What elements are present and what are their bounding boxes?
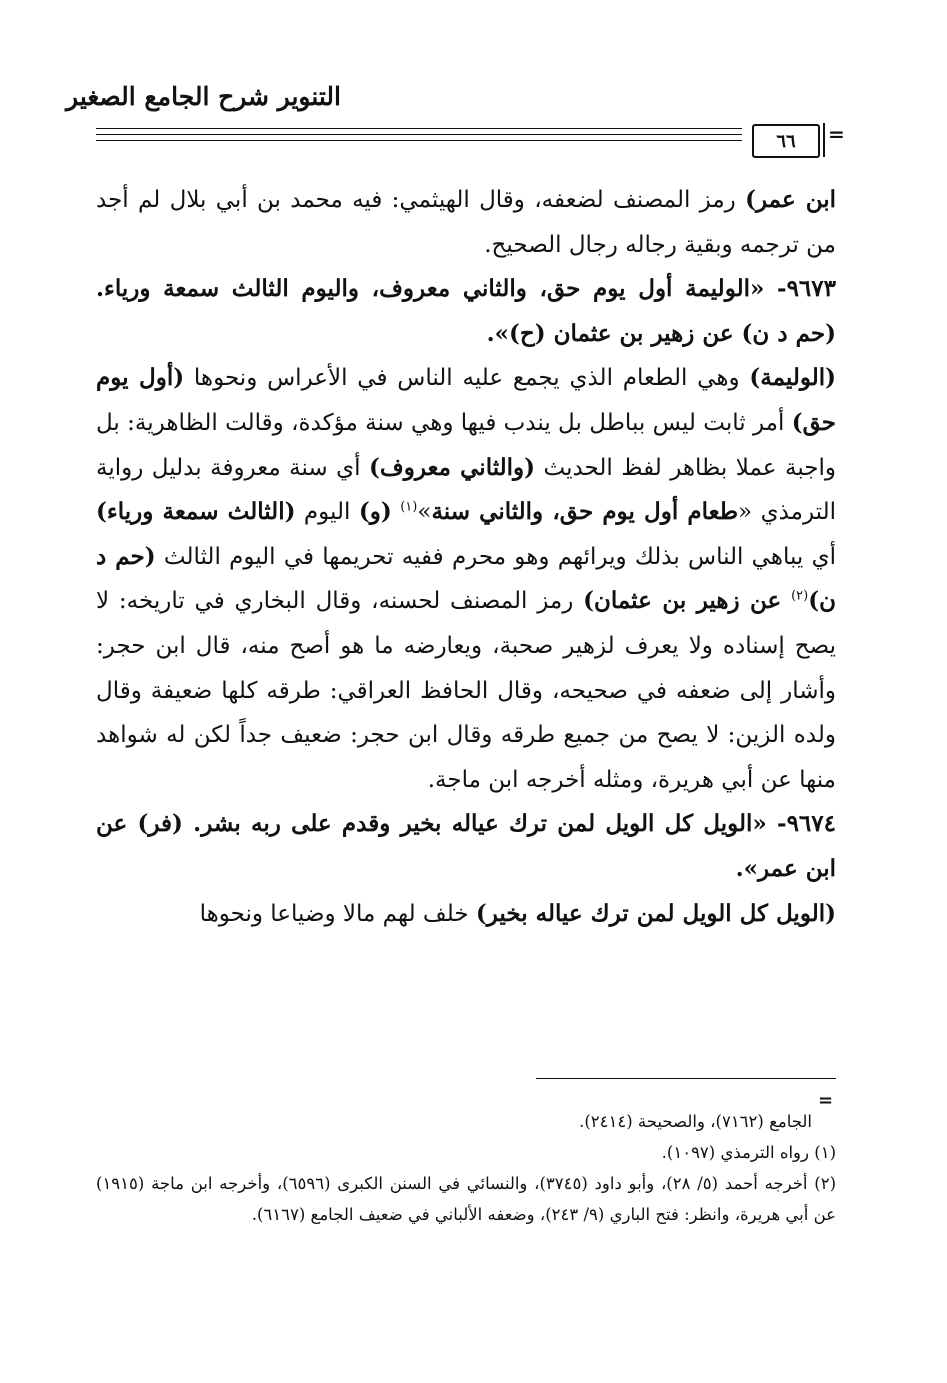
main-text bbox=[96, 178, 836, 936]
hadith-text: ٩٦٧٤- «الويل كل الويل لمن ترك عياله بخير وقدم على ربه بشر. (فر) عن ابن عمر». bbox=[96, 810, 836, 882]
running-header-title: التنوير شرح الجامع الصغير bbox=[66, 82, 341, 111]
text-segment bbox=[392, 499, 400, 525]
text-segment bbox=[781, 588, 791, 614]
bold-segment: (حم د ن) bbox=[96, 542, 837, 615]
footnote-ref: (١) bbox=[400, 499, 418, 515]
bold-segment: (الويل كل الويل لمن ترك عياله بخير) bbox=[475, 899, 836, 927]
bold-segment: عن زهير بن عثمان) bbox=[583, 587, 782, 615]
bold-segment: (الوليمة) bbox=[749, 364, 837, 392]
footnote-1: (١) رواه الترمذي (١٠٩٧). bbox=[661, 1143, 836, 1162]
header-rule bbox=[96, 140, 742, 141]
bold-segment: (أول يوم حق) bbox=[96, 364, 836, 436]
commentary-9674 bbox=[96, 892, 836, 937]
bold-segment: (والثاني معروف) bbox=[369, 453, 536, 481]
bold-segment: (و) bbox=[358, 498, 392, 526]
footnote-separator bbox=[536, 1078, 836, 1079]
hadith-9674 bbox=[96, 802, 836, 891]
text-segment: رمز المصنف لضعفه، وقال الهيثمي: فيه محمد بن أبي بلال لم أجد من ترجمه وبقية رجاله رجال الصحيح. bbox=[96, 187, 836, 258]
footnote-2: (٢) أخرجه أحمد (٥/ ٢٨)، وأبو داود (٣٧٤٥)، والنسائي في السنن الكبرى (٦٥٩٦)، وأخرجه ابن ماجة (١٩١٥) عن أبي هريرة، وانظر: فتح الباري (٩/ ٢٤٣)، وضعفه الألباني في ضعيف الجامع (٦١٦٧). bbox=[96, 1174, 837, 1224]
bold-segment: (الثالث سمعة ورياء) bbox=[96, 498, 296, 526]
footnotes bbox=[96, 1106, 836, 1230]
header-eq-mark: = bbox=[828, 122, 845, 146]
header-rule bbox=[96, 134, 742, 135]
text-segment: أي سنة معروفة بدليل رواية الترمذي « bbox=[96, 454, 836, 526]
footnote-eq-mark: = bbox=[818, 1090, 834, 1111]
text-segment: أمر ثابت ليس بباطل بل يندب فيها وهي سنة مؤكدة، وقالت الظاهرية: بل واجبة عملا بظاهر لفظ الحديث bbox=[96, 409, 836, 481]
text-segment: » bbox=[417, 499, 432, 526]
footnote-ref: (٢) bbox=[791, 588, 809, 604]
text-segment: أي يباهي الناس بذلك ويرائهم وهو محرم ففيه تحريمها في اليوم الثالث bbox=[155, 543, 836, 570]
footnote-continuation: الجامع (٧١٦٢)، والصحيحة (٢٤١٤). bbox=[579, 1112, 812, 1131]
bold-segment: طعام أول يوم حق، والثاني سنة bbox=[431, 498, 739, 526]
hadith-9673 bbox=[96, 267, 836, 356]
page-number bbox=[752, 124, 820, 158]
header-rule bbox=[96, 128, 742, 129]
text-segment: وهي الطعام الذي يجمع عليه الناس في الأعراس ونحوها bbox=[184, 365, 750, 392]
text-segment: اليوم bbox=[295, 499, 359, 526]
text-segment: رمز المصنف لحسنه، وقال البخاري في تاريخه: لا يصح إسناده ولا يعرف لزهير صحبة، ويعارضه ما هو أصح منه، قال ابن حجر: وأشار إلى ضعفه في صحيحه، وقال الحافظ العراقي: طرقه كلها ضعيفة وقال ولده الزين: لا يصح من جميع طرقه وقال ابن حجر: ضعيف جداً لكن له شواهد منها عن أبي هريرة، ومثله أخرجه ابن ماجة. bbox=[96, 588, 836, 793]
bold-segment: ابن عمر) bbox=[745, 186, 836, 213]
page-number-label: ٦٦ bbox=[776, 130, 796, 152]
paragraph-continuation bbox=[96, 178, 836, 267]
commentary-9673 bbox=[96, 356, 836, 802]
hadith-text: ٩٦٧٣- «الوليمة أول يوم حق، والثاني معروف، واليوم الثالث سمعة ورياء. (حم د ن) عن زهير بن عثمان (ح)». bbox=[96, 275, 836, 347]
text-segment: خلف لهم مالا وضياعا ونحوها bbox=[199, 900, 476, 927]
